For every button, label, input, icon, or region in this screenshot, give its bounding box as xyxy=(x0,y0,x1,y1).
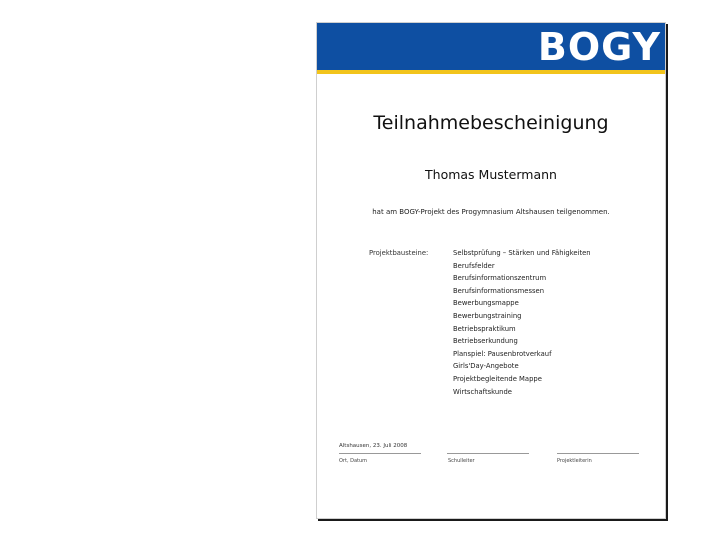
header-stripe xyxy=(317,70,665,74)
participant-name: Thomas Mustermann xyxy=(425,167,557,182)
modules-label: Projektbausteine: xyxy=(369,249,429,257)
module-item: Berufsfelder xyxy=(453,261,495,270)
modules-list xyxy=(453,247,591,398)
participation-statement: hat am BOGY-Projekt des Progymnasium Altshausen teilgenommen. xyxy=(372,208,610,216)
module-item: Berufsinformationszentrum xyxy=(453,274,547,283)
lead-label: Projektleiterin xyxy=(557,458,592,464)
module-item: Bewerbungsmappe xyxy=(453,299,519,308)
module-item: Girls'Day-Angebote xyxy=(453,362,519,371)
place-date-label: Ort, Datum xyxy=(339,458,368,464)
module-item: Projektbegleitende Mappe xyxy=(453,374,542,383)
lead-signature-line xyxy=(557,453,639,454)
bogy-logo: BOGY xyxy=(537,25,661,69)
module-item: Bewerbungstraining xyxy=(453,311,522,320)
module-item: Selbstprüfung – Stärken und Fähigkeiten xyxy=(453,249,591,257)
certificate-page xyxy=(316,22,666,519)
module-item: Betriebspraktikum xyxy=(453,324,516,333)
module-item: Berufsinformationsmessen xyxy=(453,286,545,295)
place-date-line xyxy=(339,453,421,454)
module-item: Wirtschaftskunde xyxy=(453,387,512,396)
principal-label: Schulleiter xyxy=(448,458,475,464)
header-banner xyxy=(317,23,665,70)
module-item: Planspiel: Pausenbrotverkauf xyxy=(453,349,552,358)
module-item: Betriebserkundung xyxy=(453,337,518,346)
principal-signature-line xyxy=(447,453,529,454)
certificate-title: Teilnahmebescheinigung xyxy=(373,112,609,134)
place-date-value: Altshausen, 23. Juli 2008 xyxy=(339,443,408,449)
